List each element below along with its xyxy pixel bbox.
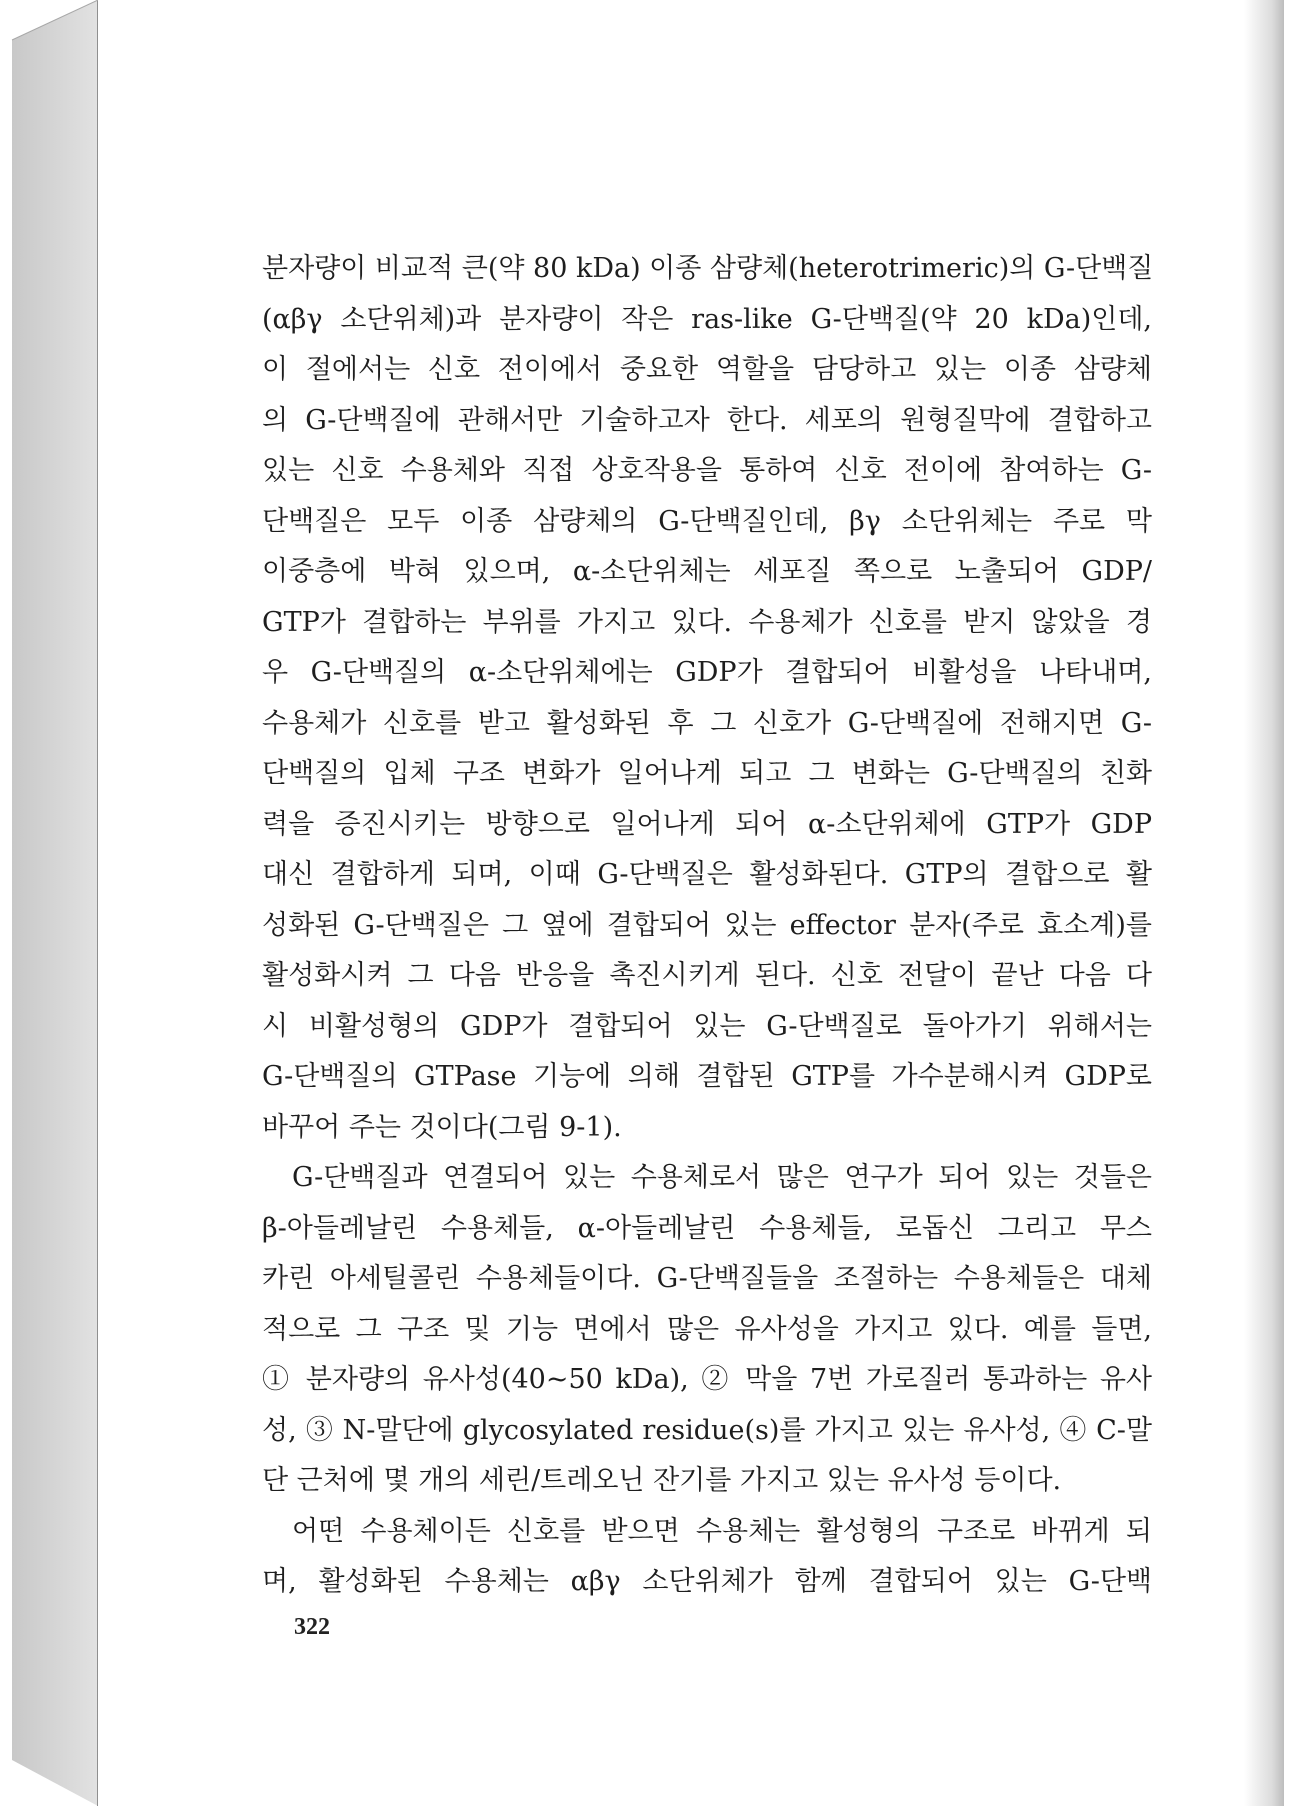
page-number: 322 (294, 1614, 330, 1640)
text-line: 대신 결합하게 되며, 이때 G-단백질은 활성화된다. GTP의 결합으로 활 (262, 859, 1152, 890)
text-line: 분자량이 비교적 큰(약 80 kDa) 이종 삼량체(heterotrimeric)의 G-단백질 (262, 253, 1154, 284)
text-line: (αβγ 소단위체)과 분자량이 작은 ras-like G-단백질(약 20 kDa)인데, (262, 303, 1152, 335)
text-line: 단백질의 입체 구조 변화가 일어나게 되고 그 변화는 G-단백질의 친화 (262, 758, 1152, 789)
text-line: 단 근처에 몇 개의 세린/트레오닌 잔기를 가지고 있는 유사성 등이다. (262, 1465, 1062, 1496)
page-edge-shadow (1244, 0, 1284, 1806)
text-line: 어떤 수용체이든 신호를 받으면 수용체는 활성형의 구조로 바뀌게 되 (292, 1515, 1152, 1547)
text-line: 카린 아세틸콜린 수용체들이다. G-단백질들을 조절하는 수용체들은 대체 (262, 1263, 1152, 1294)
text-line: G-단백질과 연결되어 있는 수용체로서 많은 연구가 되어 있는 것들은 (292, 1162, 1152, 1193)
text-line: ① 분자량의 유사성(40~50 kDa), ② 막을 7번 가로질러 통과하는 유사 (262, 1364, 1152, 1395)
text-line: 성화된 G-단백질은 그 옆에 결합되어 있는 effector 분자(주로 효소계)를 (262, 909, 1152, 941)
text-line: GTP가 결합하는 부위를 가지고 있다. 수용체가 신호를 받지 않았을 경 (262, 606, 1152, 638)
text-line: 성, ③ N-말단에 glycosylated residue(s)를 가지고 있는 유사성, ④ C-말 (262, 1414, 1152, 1446)
text-line: 단백질은 모두 이종 삼량체의 G-단백질인데, βγ 소단위체는 주로 막 (262, 505, 1152, 537)
text-line: 있는 신호 수용체와 직접 상호작용을 통하여 신호 전이에 참여하는 G- (262, 455, 1152, 486)
text-line: 이 절에서는 신호 전이에서 중요한 역할을 담당하고 있는 이종 삼량체 (262, 354, 1152, 385)
text-line: 력을 증진시키는 방향으로 일어나게 되어 α-소단위체에 GTP가 GDP (262, 808, 1152, 840)
book-spine (0, 0, 110, 1806)
text-line: 바꾸어 주는 것이다(그림 9-1). (262, 1111, 622, 1143)
text-line: 며, 활성화된 수용체는 αβγ 소단위체가 함께 결합되어 있는 G-단백 (262, 1566, 1152, 1597)
text-line: 의 G-단백질에 관해서만 기술하고자 한다. 세포의 원형질막에 결합하고 (262, 404, 1152, 436)
text-line: 수용체가 신호를 받고 활성화된 후 그 신호가 G-단백질에 전해지면 G- (262, 707, 1152, 739)
text-line: 시 비활성형의 GDP가 결합되어 있는 G-단백질로 돌아가기 위해서는 (262, 1010, 1152, 1042)
text-line: 적으로 그 구조 및 기능 면에서 많은 유사성을 가지고 있다. 예를 들면, (262, 1313, 1152, 1345)
text-line: β-아들레날린 수용체들, α-아들레날린 수용체들, 로돕신 그리고 무스 (262, 1212, 1152, 1244)
text-line: 우 G-단백질의 α-소단위체에는 GDP가 결합되어 비활성을 나타내며, (262, 657, 1152, 688)
text-line: 활성화시켜 그 다음 반응을 촉진시키게 된다. 신호 전달이 끝난 다음 다 (262, 960, 1152, 991)
body-text (262, 244, 1152, 1608)
text-line: 이중층에 박혀 있으며, α-소단위체는 세포질 쪽으로 노출되어 GDP/ (262, 556, 1152, 587)
text-line: G-단백질의 GTPase 기능에 의해 결합된 GTP를 가수분해시켜 GDP로 (262, 1061, 1152, 1092)
